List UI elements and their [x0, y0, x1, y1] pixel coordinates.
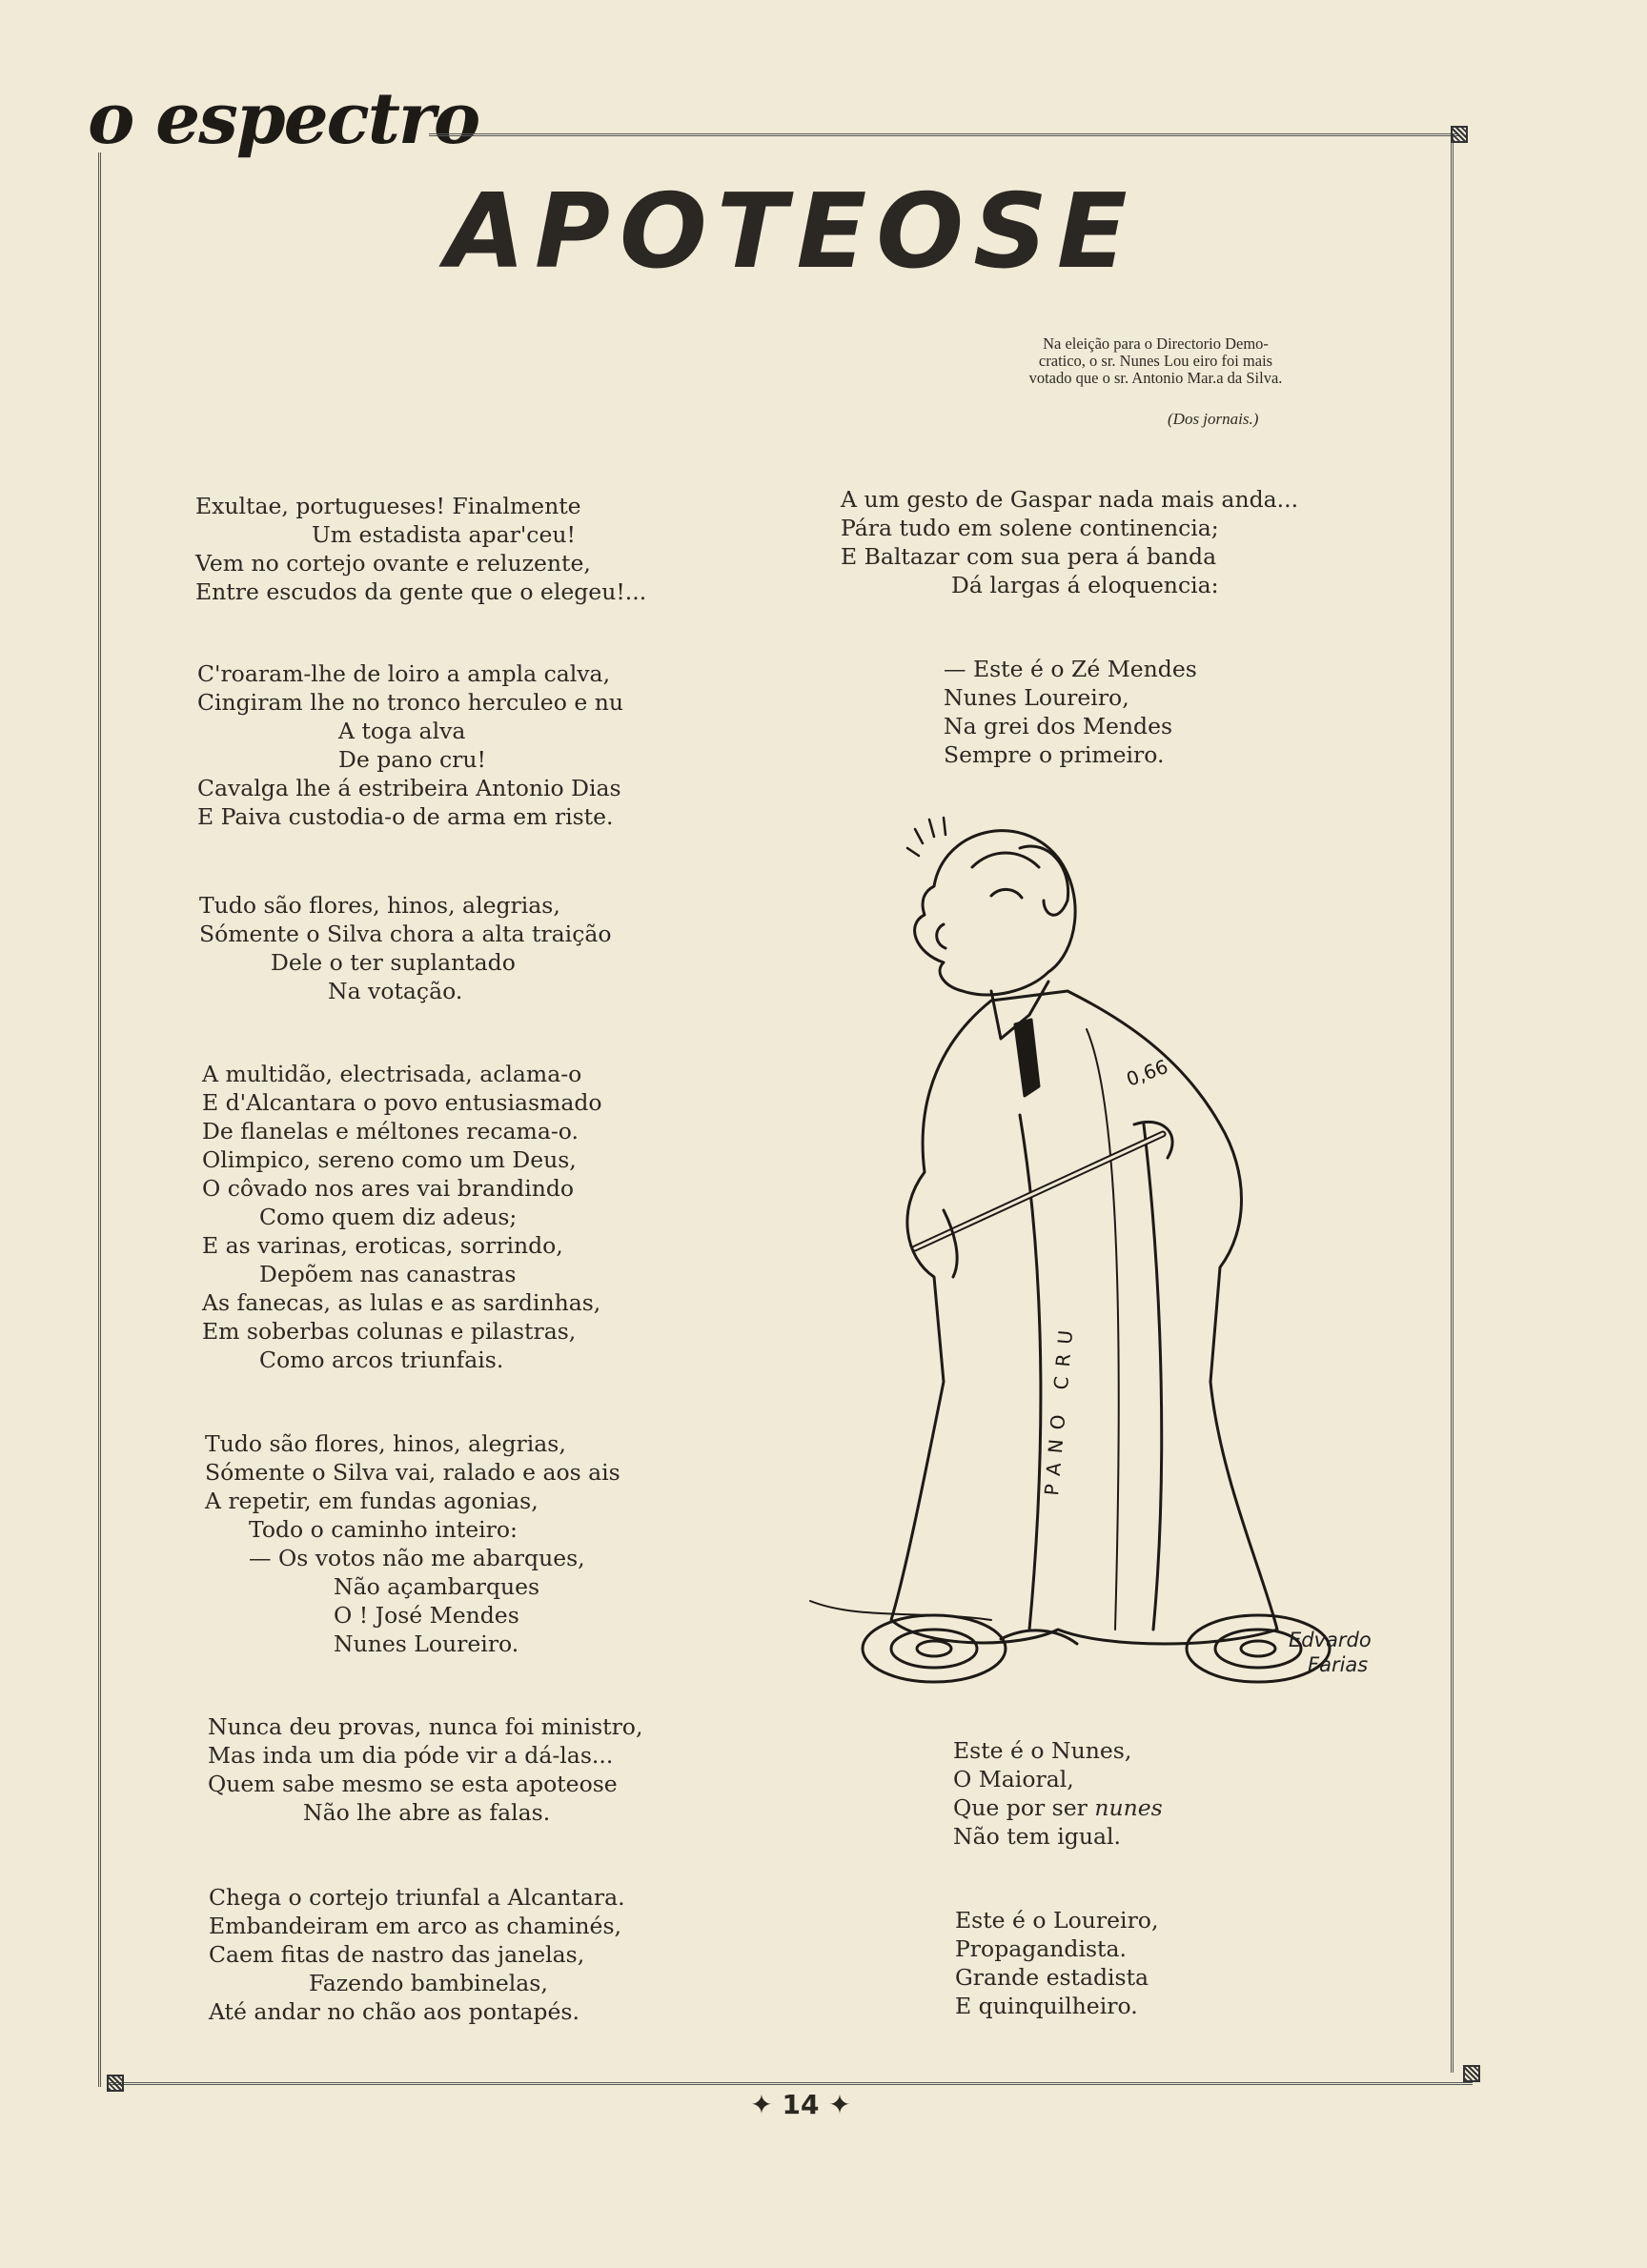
verse-line: Vem no cortejo ovante e reluzente, [195, 550, 591, 577]
verse-line: O Maioral, [953, 1766, 1074, 1792]
frame-rule-right [1451, 133, 1454, 2073]
stanza-5 [205, 1429, 620, 1658]
verse-line: Nunca deu provas, nunca foi ministro, [208, 1713, 643, 1740]
verse-line: Chega o cortejo triunfal a Alcantara. [209, 1884, 625, 1911]
verse-line: Grande estadista [955, 1964, 1149, 1991]
robe-label: PANO CRU [1040, 1320, 1079, 1497]
verse-line: Entre escudos da gente que o elegeu!... [195, 578, 647, 605]
epigraph [991, 335, 1320, 387]
verse-line: E d'Alcantara o povo entusiasmado [202, 1089, 602, 1116]
verse-line: Embandeiram em arco as chaminés, [209, 1913, 621, 1939]
stanza-r4 [955, 1906, 1158, 2020]
verse-line: Nunes Loureiro. [334, 1630, 519, 1657]
epigraph-source: (Dos jornais.) [1168, 410, 1259, 428]
verse-line: A multidão, electrisada, aclama-o [202, 1061, 582, 1087]
verse-line: — Este é o Zé Mendes [944, 656, 1197, 682]
corner-ornament-icon [1451, 126, 1468, 143]
verse-line: A toga alva [338, 718, 466, 744]
page-title: APOTEOSE [445, 172, 1137, 292]
verse-text: Que por ser [953, 1794, 1088, 1821]
artist-signature [1289, 1628, 1372, 1677]
verse-line: De flanelas e méltones recama-o. [202, 1118, 580, 1144]
verse-line: Sómente o Silva chora a alta traição [199, 921, 612, 947]
verse-line: A repetir, em fundas agonias, [205, 1488, 539, 1514]
verse-line: Exultae, portugueses! Finalmente [195, 493, 581, 519]
verse-line: Tudo são flores, hinos, alegrias, [205, 1430, 566, 1457]
epigraph-line: votado que o sr. Antonio Mar.a da Silva. [1028, 369, 1283, 387]
verse-line: Sempre o primeiro. [944, 741, 1165, 768]
caricature-illustration [801, 810, 1449, 1687]
frame-rule-left [98, 152, 101, 2087]
stanza-4 [202, 1060, 602, 1374]
verse-line: Como quem diz adeus; [259, 1204, 518, 1230]
verse-line: Dá largas á eloquencia: [951, 572, 1219, 598]
epigraph-line: Na eleição para o Directorio Demo- [1043, 334, 1269, 353]
verse-line: Todo o caminho inteiro: [249, 1516, 518, 1543]
verse-line: Na grei dos Mendes [944, 713, 1173, 739]
verse-line: Não açambarques [334, 1573, 540, 1600]
verse-line: Este é o Loureiro, [955, 1907, 1159, 1934]
frame-rule-bottom [110, 2082, 1473, 2085]
verse-line: De pano cru! [338, 746, 486, 773]
verse-line: Tudo são flores, hinos, alegrias, [199, 892, 560, 919]
verse-line: Fazendo bambinelas, [309, 1970, 548, 1996]
verse-line: Olimpico, sereno como um Deus, [202, 1146, 577, 1173]
verse-line: E as varinas, eroticas, sorrindo, [202, 1232, 563, 1259]
verse-line: O côvado nos ares vai brandindo [202, 1175, 575, 1202]
stanza-r3 [953, 1736, 1163, 1851]
verse-line: Propagandista. [955, 1935, 1127, 1962]
verse-line: Depõem nas canastras [259, 1261, 517, 1287]
verse-line: Nunes Loureiro, [944, 684, 1129, 711]
signature-line: Farias [1308, 1653, 1369, 1676]
frame-rule-top [429, 133, 1458, 136]
stanza-7 [209, 1883, 625, 2026]
verse-line: O ! José Mendes [334, 1602, 519, 1629]
verse-line: Em soberbas colunas e pilastras, [202, 1318, 577, 1345]
verse-line: Este é o Nunes, [953, 1737, 1132, 1764]
stanza-r1 [841, 485, 1298, 599]
stanza-1 [195, 492, 646, 606]
verse-line: Como arcos triunfais. [259, 1347, 504, 1373]
verse-line: — Os votos não me abarques, [249, 1545, 585, 1571]
verse-line: Não lhe abre as falas. [303, 1799, 551, 1826]
stanza-r2 [944, 655, 1197, 769]
stanza-3 [199, 891, 612, 1005]
stanza-2 [197, 659, 623, 831]
verse-line: C'roaram-lhe de loiro a ampla calva, [197, 660, 611, 687]
verse-line: Na votação. [328, 978, 463, 1004]
verse-line: Quem sabe mesmo se esta apoteose [208, 1771, 618, 1797]
verse-line: Cingiram lhe no tronco herculeo e nu [197, 689, 623, 716]
verse-emphasis: nunes [1094, 1794, 1163, 1821]
robe-outline [891, 991, 1277, 1644]
verse-line: A um gesto de Gaspar nada mais anda... [841, 486, 1299, 513]
epigraph-line: cratico, o sr. Nunes Lou eiro foi mais [1038, 352, 1273, 370]
corner-ornament-icon [107, 2075, 124, 2092]
page-number: ✦ 14 ✦ [750, 2089, 851, 2120]
verse-line: Caem fitas de nastro das janelas, [209, 1941, 585, 1968]
verse-line: As fanecas, as lulas e as sardinhas, [202, 1289, 601, 1316]
corner-ornament-icon [1463, 2065, 1480, 2082]
signature-line: Edvardo [1289, 1629, 1372, 1651]
verse-line: Dele o ter suplantado [271, 949, 516, 976]
verse-line: Mas inda um dia póde vir a dá-las... [208, 1742, 614, 1769]
masthead-logo: o espectro [88, 78, 479, 160]
verse-line: E Paiva custodia-o de arma em riste. [197, 803, 614, 830]
verse-line: Um estadista apar'ceu! [312, 521, 576, 548]
verse-line [953, 1793, 1163, 1822]
verse-line: Não tem igual. [953, 1823, 1121, 1850]
stanza-6 [208, 1712, 642, 1827]
verse-line: Sómente o Silva vai, ralado e aos ais [205, 1459, 620, 1486]
verse-line: Pára tudo em solene continencia; [841, 515, 1219, 541]
verse-line: Até andar no chão aos pontapés. [209, 1998, 580, 2025]
ruler-label: 0,66 [1123, 1054, 1171, 1091]
verse-line: E quinquilheiro. [955, 1993, 1138, 2019]
verse-line: E Baltazar com sua pera á banda [841, 543, 1217, 570]
verse-line: Cavalga lhe á estribeira Antonio Dias [197, 775, 621, 801]
